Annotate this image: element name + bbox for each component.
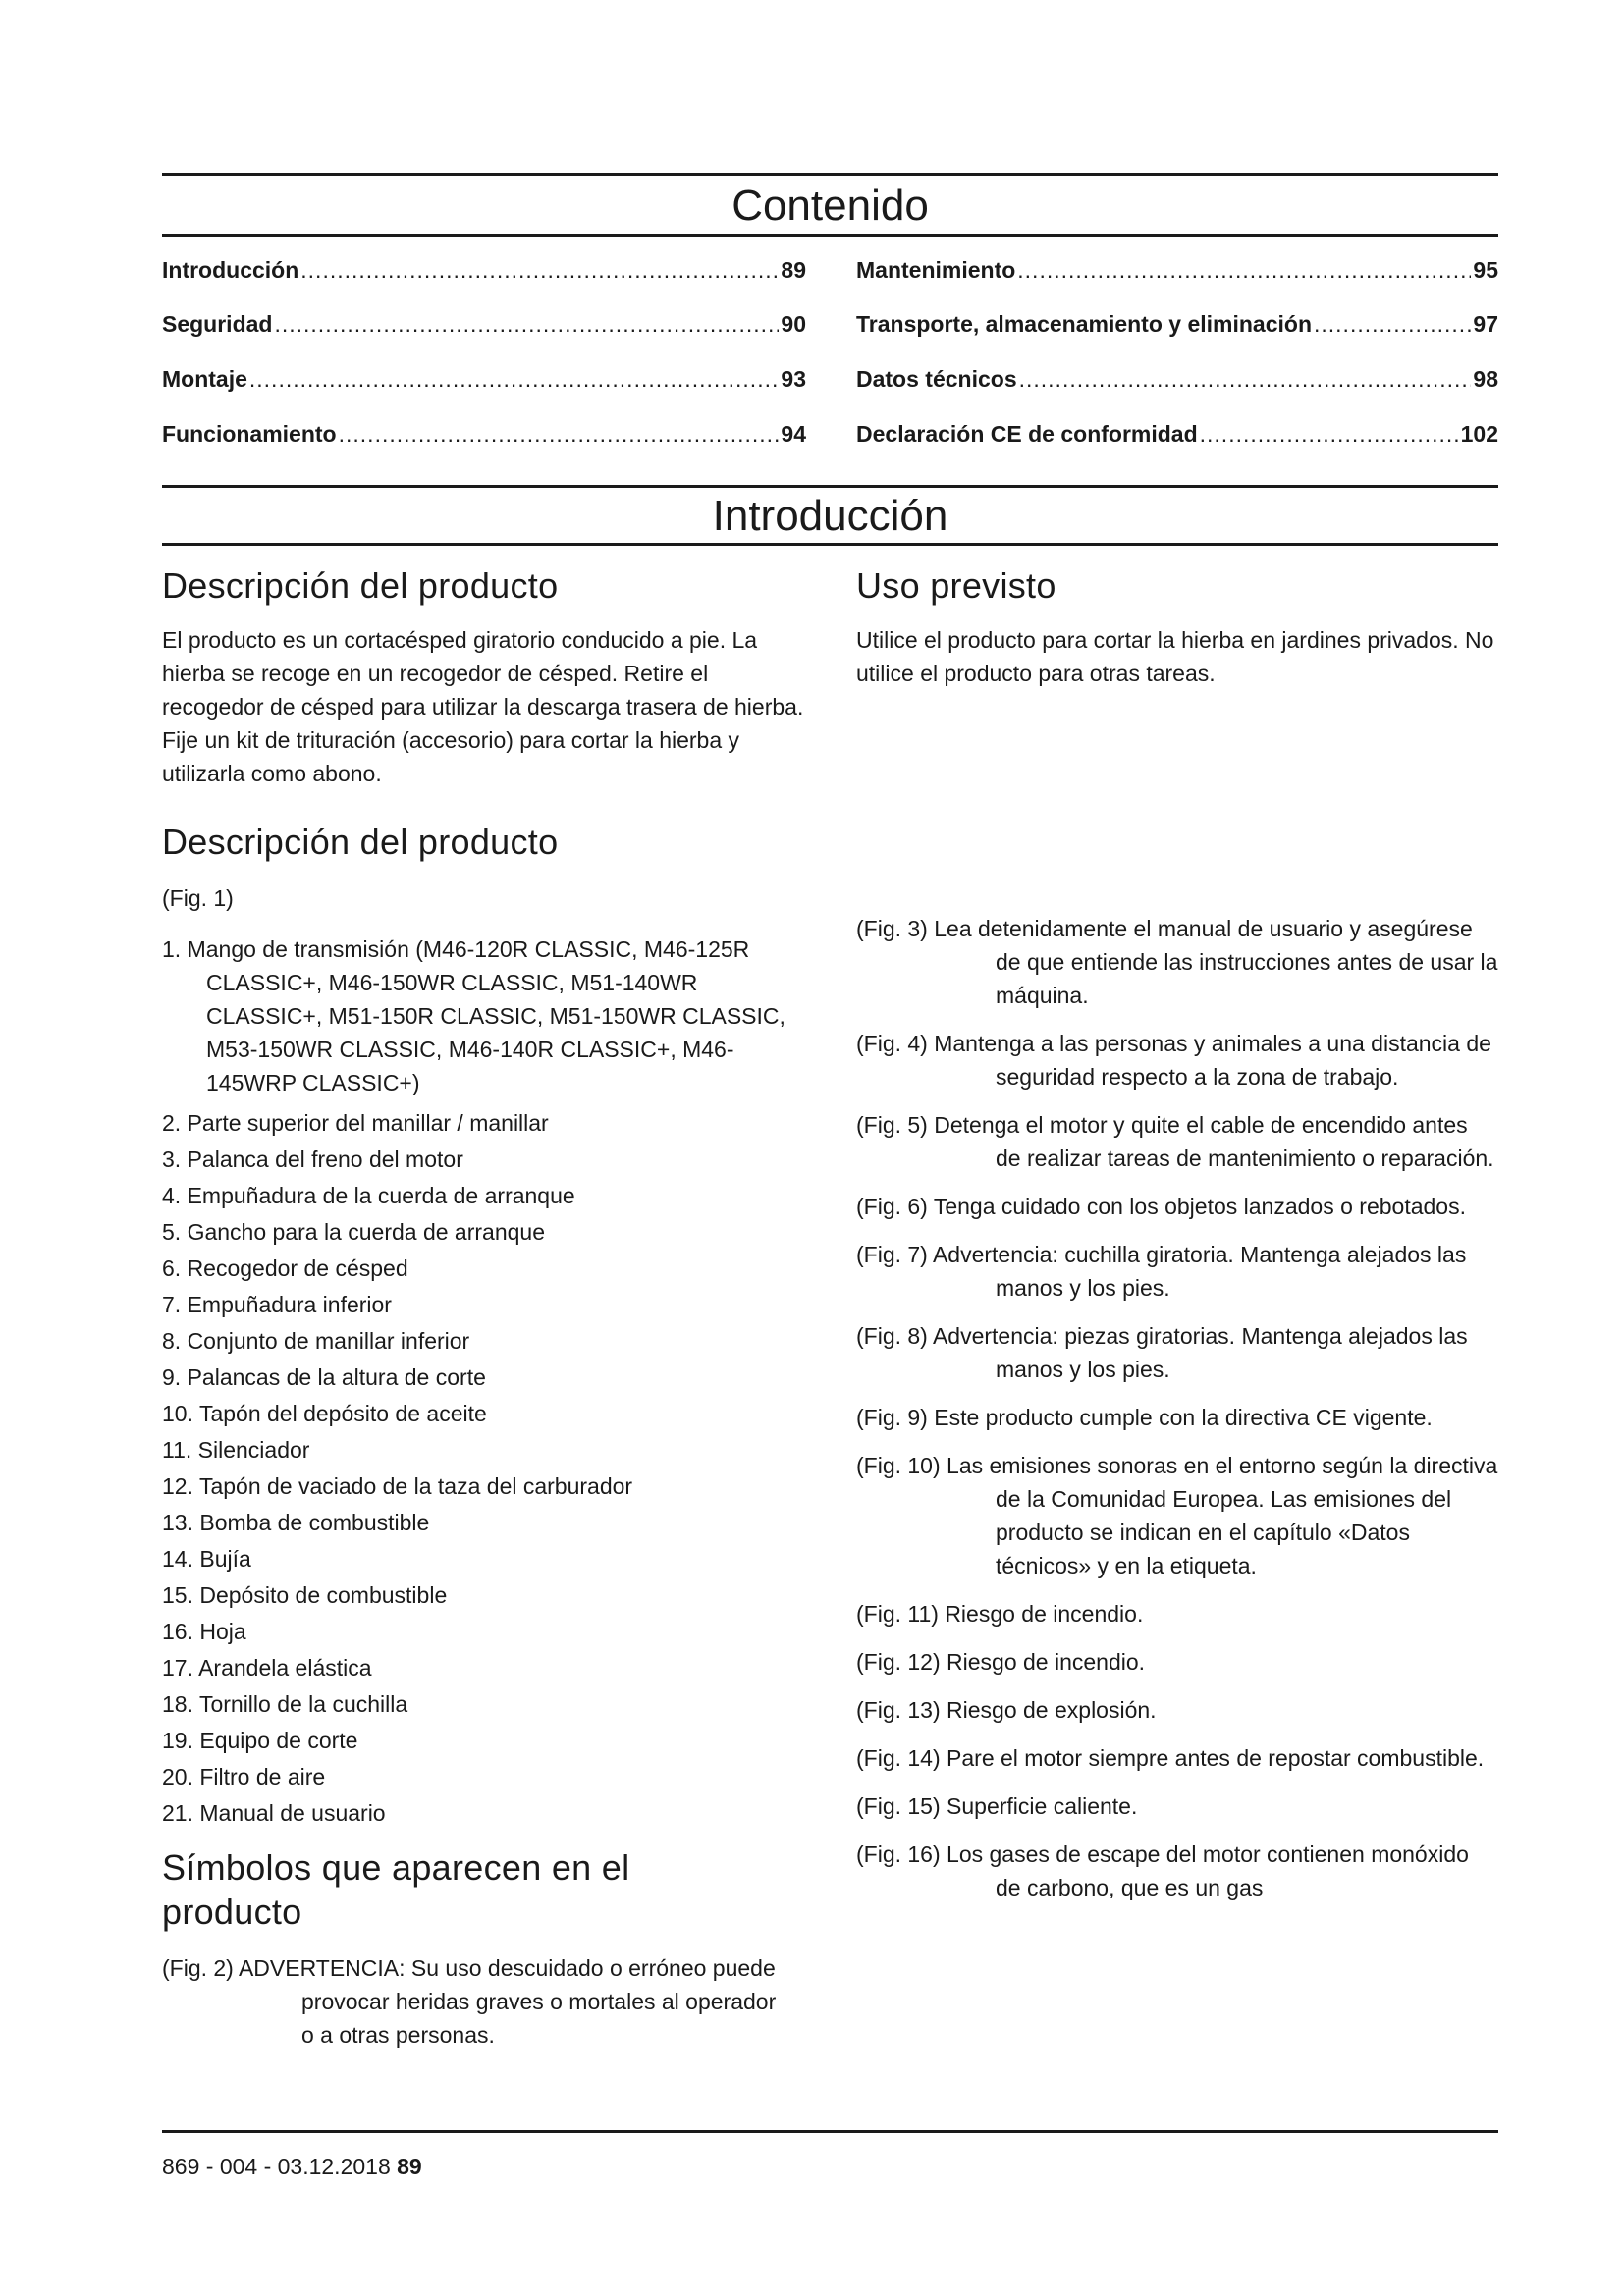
toc-leader (1019, 366, 1472, 394)
list-item: (Fig. 5) Detenga el motor y quite el cable de encendido antes de realizar tareas de mantenimiento o reparación. (856, 1112, 1494, 1171)
product-overview-heading: Descripción del producto (162, 822, 559, 862)
page-number: 89 (397, 2154, 422, 2179)
intro-bottom-rule (162, 543, 1498, 546)
toc-page: 93 (781, 366, 806, 392)
intro-top-rule (162, 485, 1498, 488)
toc-page: 97 (1473, 311, 1498, 337)
list-item: 12. Tapón de vaciado de la taza del carburador (162, 1473, 633, 1499)
toc-label: Seguridad (162, 311, 273, 337)
list-item: 6. Recogedor de césped (162, 1255, 408, 1281)
toc-entry-funcionamiento[interactable] (162, 421, 806, 449)
list-item: 1. Mango de transmisión (M46-120R CLASSIC, M46-125R CLASSIC+, M46-150WR CLASSIC, M51-140WR CLASSIC+, M51-150R CLASSIC, M51-150WR CLASSIC, M53-150WR CLASSIC, M46-140R CLASSIC+, M46-145WRP CLASSIC+) (162, 936, 785, 1095)
product-description-heading: Descripción del producto (162, 565, 559, 606)
toc-page: 94 (781, 421, 806, 447)
product-overview-fig-ref: (Fig. 1) (162, 885, 234, 911)
list-item: (Fig. 8) Advertencia: piezas giratorias. Mantenga alejados las manos y los pies. (856, 1323, 1468, 1382)
list-item: (Fig. 15) Superficie caliente. (856, 1793, 1138, 1819)
left-column (162, 563, 810, 2066)
toc-page: 89 (781, 257, 806, 283)
list-item: (Fig. 3) Lea detenidamente el manual de usuario y asegúrese de que entiende las instrucciones antes de usar la máquina. (856, 916, 1498, 1008)
list-item: 11. Silenciador (162, 1437, 310, 1463)
list-item: 15. Depósito de combustible (162, 1582, 448, 1608)
symbols-list-right (856, 912, 1498, 1904)
list-item: (Fig. 2) ADVERTENCIA: Su uso descuidado o erróneo puede provocar heridas graves o mortales al operador o a otras personas. (162, 1955, 777, 2048)
list-item: (Fig. 6) Tenga cuidado con los objetos lanzados o rebotados. (856, 1194, 1466, 1219)
toc-page: 95 (1473, 257, 1498, 283)
symbols-list-left (162, 1951, 790, 2052)
list-item: (Fig. 7) Advertencia: cuchilla giratoria. Mantenga alejados las manos y los pies. (856, 1242, 1467, 1301)
intended-use-text: Utilice el producto para cortar la hierba en jardines privados. No utilice el producto para otras tareas. (856, 627, 1494, 686)
toc-leader (339, 421, 780, 449)
toc-leader (1200, 421, 1459, 449)
toc-label: Transporte, almacenamiento y eliminación (856, 311, 1312, 337)
right-column (856, 563, 1498, 1919)
toc-entry-seguridad[interactable] (162, 311, 806, 339)
list-item: 4. Empuñadura de la cuerda de arranque (162, 1183, 575, 1208)
toc-label: Introducción (162, 257, 299, 283)
list-item: 16. Hoja (162, 1619, 246, 1644)
list-item: 13. Bomba de combustible (162, 1510, 430, 1535)
toc-entry-montaje[interactable] (162, 366, 806, 394)
toc-page: 98 (1473, 366, 1498, 392)
intro-title: Introducción (712, 492, 948, 540)
toc-label: Mantenimiento (856, 257, 1016, 283)
toc-page: 90 (781, 311, 806, 337)
page-footer (162, 2154, 422, 2180)
contents-bottom-rule (162, 234, 1498, 237)
list-item: 5. Gancho para la cuerda de arranque (162, 1219, 545, 1245)
list-item: (Fig. 16) Los gases de escape del motor contienen monóxido de carbono, que es un gas (856, 1842, 1469, 1900)
list-item: 9. Palancas de la altura de corte (162, 1364, 486, 1390)
list-item: 2. Parte superior del manillar / manillar (162, 1110, 549, 1136)
toc-label: Funcionamiento (162, 421, 337, 447)
list-item: (Fig. 9) Este producto cumple con la directiva CE vigente. (856, 1405, 1433, 1430)
list-item: (Fig. 13) Riesgo de explosión. (856, 1697, 1157, 1723)
toc-page: 102 (1460, 421, 1498, 447)
toc-leader (274, 311, 779, 339)
list-item: (Fig. 4) Mantenga a las personas y animales a una distancia de seguridad respecto a la zona de trabajo. (856, 1031, 1491, 1090)
list-item: (Fig. 14) Pare el motor siempre antes de repostar combustible. (856, 1745, 1485, 1771)
toc-leader (1017, 257, 1471, 285)
list-item: 17. Arandela elástica (162, 1655, 372, 1681)
parts-list (162, 933, 810, 1832)
list-item: (Fig. 11) Riesgo de incendio. (856, 1601, 1144, 1627)
toc-leader (249, 366, 780, 394)
toc-entry-declaracion-ce[interactable] (856, 421, 1498, 449)
list-item: 20. Filtro de aire (162, 1764, 326, 1789)
symbols-heading: Símbolos que aparecen en el producto (162, 1847, 630, 1932)
contents-top-rule (162, 173, 1498, 176)
list-item: 18. Tornillo de la cuchilla (162, 1691, 408, 1717)
toc-entry-datos-tecnicos[interactable] (856, 366, 1498, 394)
list-item: 7. Empuñadura inferior (162, 1292, 392, 1317)
toc-label: Datos técnicos (856, 366, 1017, 392)
product-description-text: El producto es un cortacésped giratorio conducido a pie. La hierba se recoge en un recogedor de césped. Retire el recogedor de césped para utilizar la descarga trasera de hierba. Fije un kit de trituración (accesorio) para cortar la hierba y utilizarla como abono. (162, 627, 804, 786)
toc-label: Declaración CE de conformidad (856, 421, 1198, 447)
list-item: 10. Tapón del depósito de aceite (162, 1401, 487, 1426)
toc-entry-mantenimiento[interactable] (856, 257, 1498, 285)
footer-rule (162, 2130, 1498, 2133)
document-reference: 869 - 004 - 03.12.2018 (162, 2154, 391, 2179)
list-item: 14. Bujía (162, 1546, 251, 1572)
toc-entry-transporte[interactable] (856, 311, 1498, 339)
toc-leader (300, 257, 779, 285)
list-item: (Fig. 10) Las emisiones sonoras en el entorno según la directiva de la Comunidad Europea. Las emisiones del producto se indican en el capítulo «Datos técnicos» y en la etiqueta. (856, 1453, 1498, 1578)
toc-leader (1314, 311, 1471, 339)
list-item: 3. Palanca del freno del motor (162, 1147, 463, 1172)
list-item: (Fig. 12) Riesgo de incendio. (856, 1649, 1146, 1675)
toc-label: Montaje (162, 366, 247, 392)
toc-entry-introduccion[interactable] (162, 257, 806, 285)
contents-title: Contenido (731, 182, 929, 230)
list-item: 19. Equipo de corte (162, 1728, 358, 1753)
list-item: 8. Conjunto de manillar inferior (162, 1328, 470, 1354)
list-item: 21. Manual de usuario (162, 1800, 386, 1826)
intended-use-heading: Uso previsto (856, 565, 1056, 606)
